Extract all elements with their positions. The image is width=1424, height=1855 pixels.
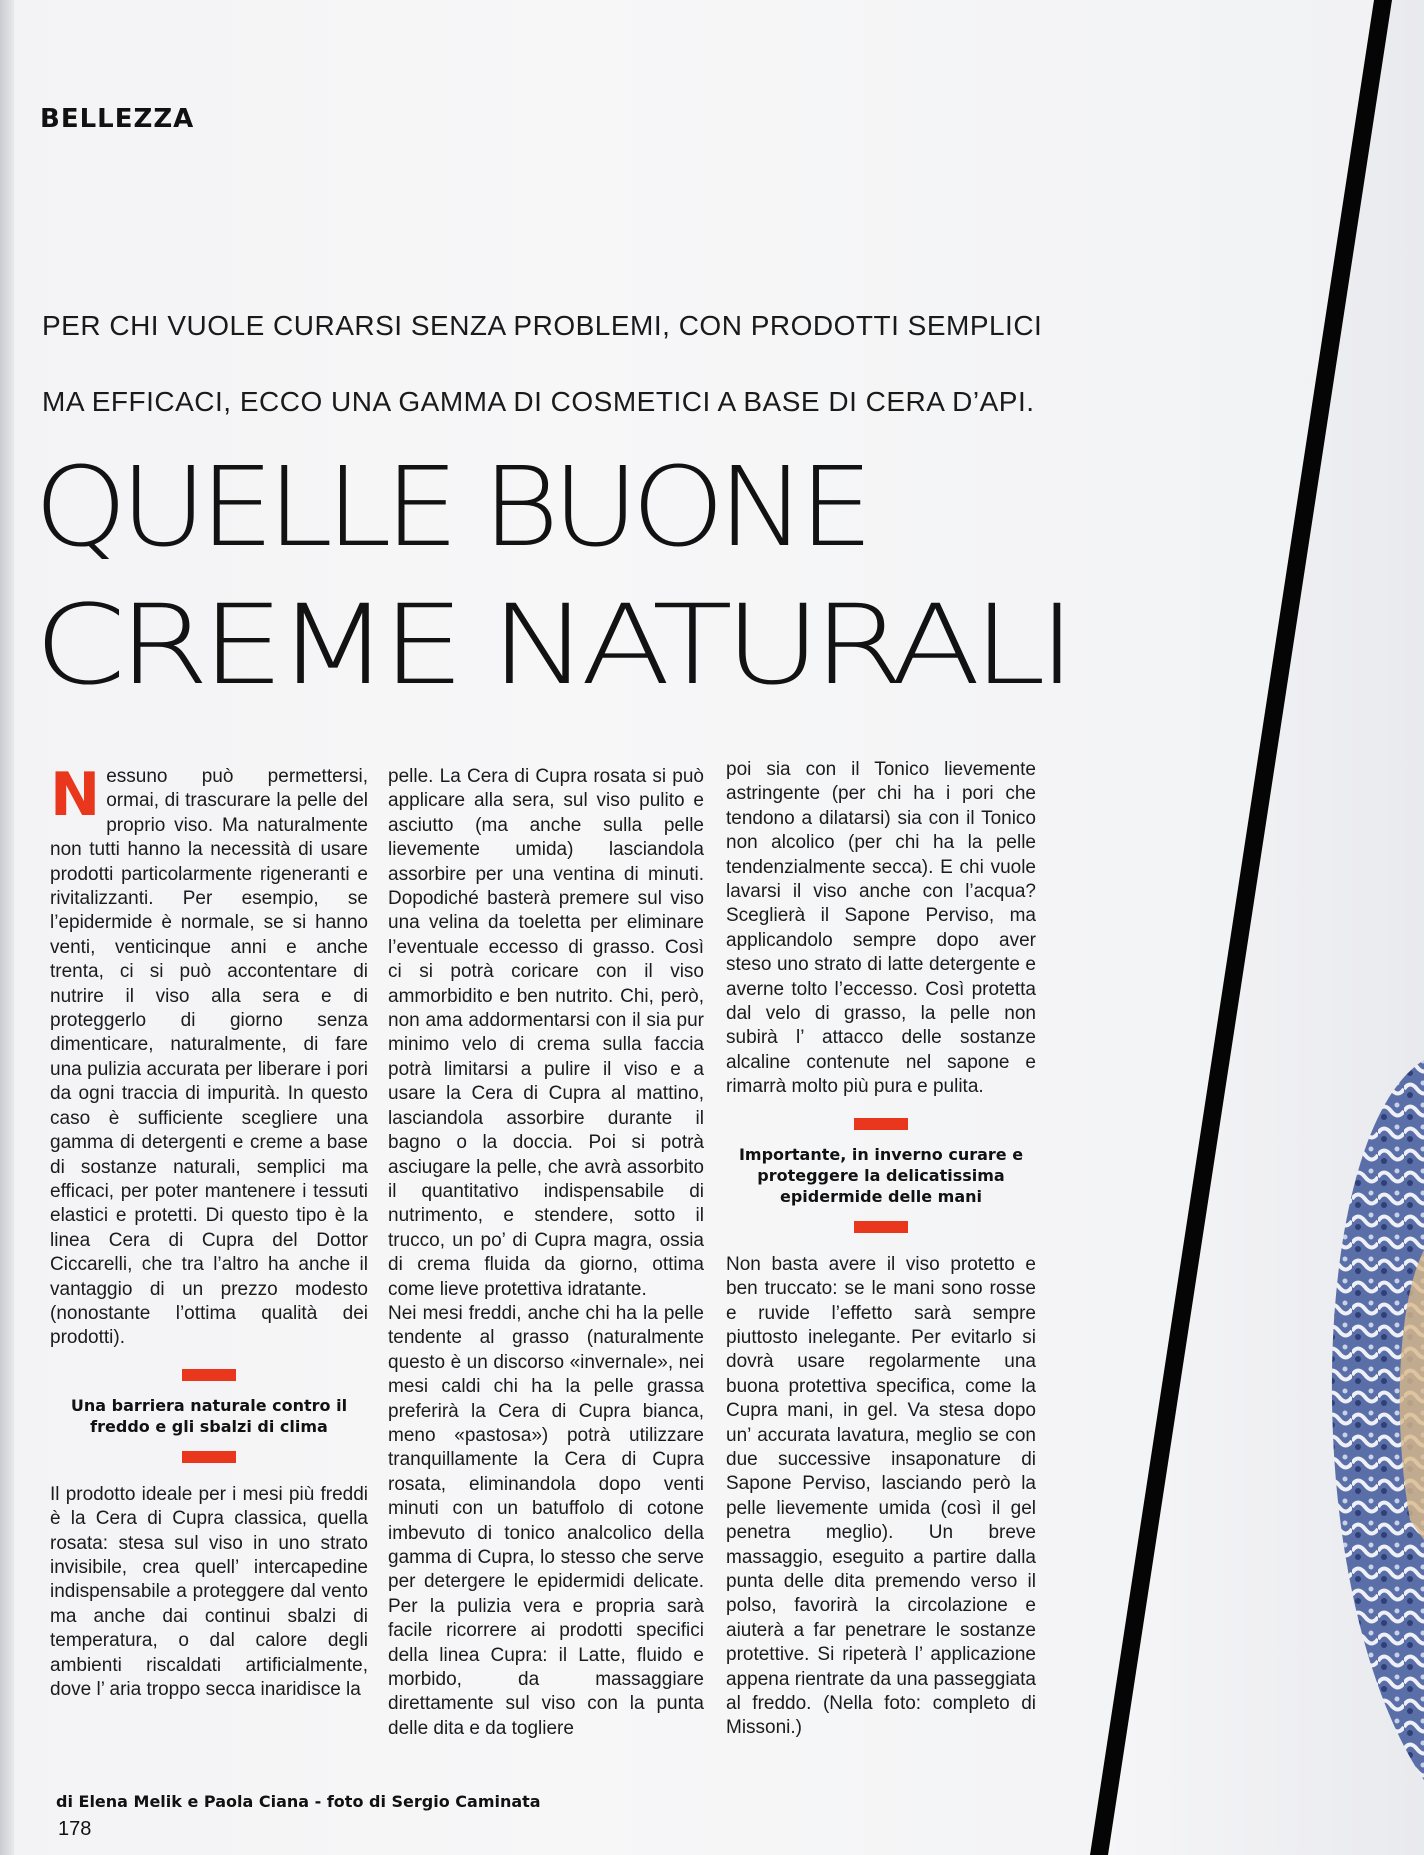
subhead-box	[50, 1369, 368, 1463]
paragraph: Il prodotto ideale per i mesi più freddi è la Cera di Cupra classica, quella rosata: stesa sul viso in uno strato invisibile, crea quell’ intercapedine indispensabile a proteggere dal vento ma anche dai continui sbalzi di temperatura, o dal calore degli ambienti riscaldati artificialmente, dove l’ aria troppo secca inaridisce la	[50, 1483, 368, 1700]
section-tag: BELLEZZA	[40, 104, 195, 134]
paragraph: pelle. La Cera di Cupra rosata si può applicare alla sera, sul viso pulito e asciutto (ma anche sulla pelle lievemente umida) lasciandola assorbire per una ventina di minuti. Dopodiché basterà premere sul viso una velina da toeletta per eliminare l’eventuale eccesso di grasso. Così ci si potrà coricare con il viso ammorbidito e ben nutrito. Chi, però, non ama addormentarsi con il sia pur minimo velo di crema sulla faccia potrà limitarsi a pulire il viso e a usare la Cera di Cupra al mattino, lasciandola assorbire durante il bagno o la doccia. Poi si potrà asciugare la pelle, che avrà assorbito il quantitativo indispensabile di nutrimento, e stendere, sotto il trucco, un po’ di Cupra magra, ossia di crema fluida da giorno, ottima come lieve protettiva idratante.	[388, 766, 704, 1300]
paragraph-text: essuno può permettersi, ormai, di trascurare la pelle del proprio viso. Ma naturalmente non tutti hanno la necessità di usare prodotti particolarmente rigeneranti e rivitalizzanti. Per esempio, se l’epidermide è normale, se si hanno venti, venticinque anni e anche trenta, ci si può accontentare di nutrire il viso alla sera e di proteggerlo di giorno senza dimenticare, naturalmente, di fare una pulizia accurata per liberare i pori da ogni traccia di impurità. In questo caso è sufficiente scegliere una gamma di detergenti e creme a base di sostanze naturali, semplici ma efficaci, per poter mantenere i tessuti elastici e protetti. Di questo tipo è la linea Cera di Cupra del Dottor Ciccarelli, che tra l’altro ha anche il vantaggio di un prezzo modesto (nonostante l’ottima qualità dei prodotti).	[50, 766, 368, 1349]
headline-line-2: CREME NATURALI	[34, 581, 1069, 709]
paragraph: poi sia con il Tonico lievemente astringente (per chi ha i pori che tendono a dilatarsi) sia con il Tonico non alcolico (per chi ha la pelle tendenzialmente secca). E chi vuole lavarsi il viso anche con l’acqua? Sceglierà il Sapone Perviso, ma applicandolo sempre dopo aver steso uno strato di latte detergente e averne tolto l’eccesso. Così protetta dal velo di grasso, la pelle non subirà l’ attacco delle sostanze alcaline contenute nel sapone e rimarrà molto più pura e pulita.	[726, 759, 1036, 1098]
deck-line-2: MA EFFICACI, ECCO UNA GAMMA DI COSMETICI A BASE DI CERA D’API.	[42, 386, 1035, 417]
paragraph	[50, 760, 368, 1351]
paragraph: Nei mesi freddi, anche chi ha la pelle tendente al grasso (naturalmente questo è un discorso «invernale», nei mesi caldi chi ha la pelle grassa preferirà la Cera di Cupra bianca, meno «pastosa») potrà utilizzare tranquillamente la Cera di Cupra rosata, eliminandola dopo venti minuti con un batuffolo di cotone imbevuto di tonico analcolico della gamma di Cupra, lo stesso che serve per detergere le epidermidi delicate. Per la pulizia vera e propria sarà facile ricorrere ai prodotti specifici della linea Cupra: il Latte, fluido e morbido, da massaggiare direttamente sul viso con la punta delle dita e da togliere	[388, 1302, 704, 1739]
article-column-3	[726, 758, 1036, 1741]
paragraph: Non basta avere il viso protetto e ben truccato: se le mani sono rosse e ruvide l’effetto sarà sempre piuttosto inelegante. Per evitarlo si dovrà usare regolarmente una buona protettiva specifica, come la Cupra mani, in gel. Va stesa dopo un’ accurata lavatura, meglio se con due successive insaponature di Sapone Perviso, lasciando però la pelle lievemente umida (così il gel penetra meglio). Un breve massaggio, eseguito a partire dalla punta delle dita premendo verso il polso, favorirà la circolazione e aiuterà a far penetrare le sostanze protettive. Si ripeterà l’ applicazione appena rientrate da una passeggiata al freddo. (Nella foto: completo di Missoni.)	[726, 1253, 1036, 1739]
byline: di Elena Melik e Paola Ciana - foto di Sergio Caminata	[56, 1792, 541, 1811]
subhead: Una barriera naturale contro il freddo e gli sbalzi di clima	[70, 1395, 348, 1436]
red-rule	[854, 1221, 908, 1233]
article-column-1	[50, 760, 368, 1702]
subhead: Importante, in inverno curare e proteggere la delicatissima epidermide delle mani	[738, 1144, 1024, 1206]
page-number: 178	[58, 1818, 92, 1840]
red-rule	[854, 1118, 908, 1130]
red-rule	[182, 1369, 236, 1381]
red-rule	[182, 1451, 236, 1463]
article-column-2	[388, 765, 704, 1741]
headline-line-1: QUELLE BUONE	[34, 443, 867, 571]
drop-cap: N	[50, 760, 101, 830]
subhead-box	[726, 1118, 1036, 1233]
deck-line-1: PER CHI VUOLE CURARSI SENZA PROBLEMI, CON PRODOTTI SEMPLICI	[42, 310, 1043, 341]
